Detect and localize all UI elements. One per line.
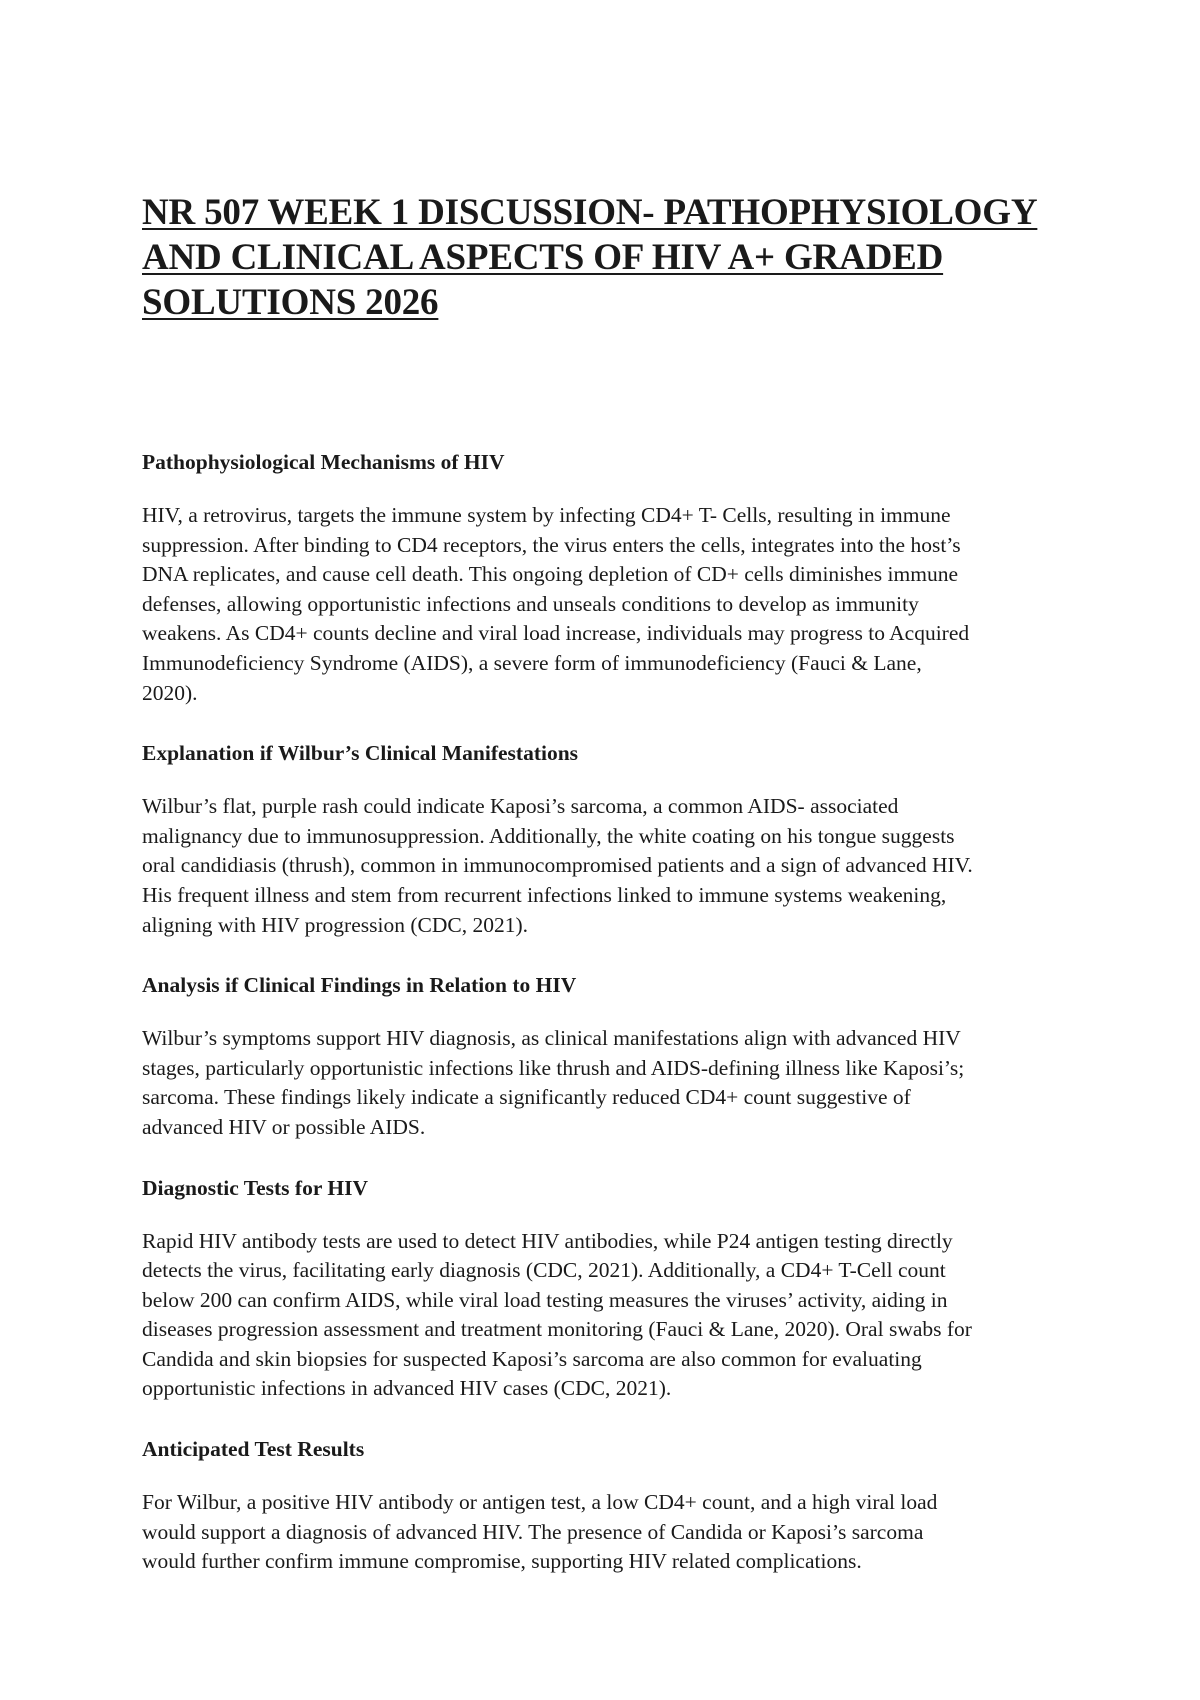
section-diagnostic-tests xyxy=(142,1173,1062,1405)
paragraph-line: aligning with HIV progression (CDC, 2021). xyxy=(142,912,528,937)
title-line: AND CLINICAL ASPECTS OF HIV A+ GRADED xyxy=(142,237,944,278)
paragraph-line: opportunistic infections in advanced HIV cases (CDC, 2021). xyxy=(142,1376,672,1401)
paragraph-line: weakens. As CD4+ counts decline and viral load increase, individuals may progress to Acquired xyxy=(142,621,970,646)
paragraph-line: For Wilbur, a positive HIV antibody or antigen test, a low CD4+ count, and a high viral load xyxy=(142,1490,938,1515)
document-page xyxy=(142,190,1062,1607)
section-clinical-manifestations xyxy=(142,738,1062,940)
paragraph-line: 2020). xyxy=(142,680,198,705)
section-paragraph xyxy=(142,1227,1062,1405)
paragraph-line: stages, particularly opportunistic infections like thrush and AIDS-defining illness like Kaposi’s; xyxy=(142,1055,965,1080)
paragraph-line: Wilbur’s symptoms support HIV diagnosis, as clinical manifestations align with advanced HIV xyxy=(142,1026,961,1051)
paragraph-line: Immunodeficiency Syndrome (AIDS), a severe form of immunodeficiency (Fauci & Lane, xyxy=(142,650,922,675)
section-paragraph xyxy=(142,501,1062,708)
paragraph-line: oral candidiasis (thrush), common in immunocompromised patients and a sign of advanced HIV. xyxy=(142,853,973,878)
paragraph-line: advanced HIV or possible AIDS. xyxy=(142,1114,426,1139)
section-heading: Pathophysiological Mechanisms of HIV xyxy=(142,450,505,474)
section-heading: Analysis if Clinical Findings in Relation to HIV xyxy=(142,973,577,998)
section-anticipated-results xyxy=(142,1434,1062,1577)
section-paragraph xyxy=(142,1488,1062,1577)
section-clinical-findings xyxy=(142,970,1062,1142)
paragraph-line: defenses, allowing opportunistic infections and unseals conditions to develop as immunity xyxy=(142,591,919,616)
paragraph-line: would support a diagnosis of advanced HIV. The presence of Candida or Kaposi’s sarcoma xyxy=(142,1519,924,1544)
document-title xyxy=(142,190,1062,325)
paragraph-line: Rapid HIV antibody tests are used to detect HIV antibodies, while P24 antigen testing directly xyxy=(142,1228,953,1253)
title-line: NR 507 WEEK 1 DISCUSSION- PATHOPHYSIOLOGY xyxy=(142,192,1038,233)
paragraph-line: diseases progression assessment and treatment monitoring (Fauci & Lane, 2020). Oral swabs for xyxy=(142,1317,972,1342)
paragraph-line: detects the virus, facilitating early diagnosis (CDC, 2021). Additionally, a CD4+ T-Cell count xyxy=(142,1258,946,1283)
paragraph-line: His frequent illness and stem from recurrent infections linked to immune systems weakening, xyxy=(142,882,947,907)
section-paragraph xyxy=(142,792,1062,940)
paragraph-line: DNA replicates, and cause cell death. This ongoing depletion of CD+ cells diminishes immune xyxy=(142,562,959,587)
title-line: SOLUTIONS 2026 xyxy=(142,282,439,323)
paragraph-line: Wilbur’s flat, purple rash could indicate Kaposi’s sarcoma, a common AIDS- associated xyxy=(142,794,899,819)
paragraph-line: would further confirm immune compromise, supporting HIV related complications. xyxy=(142,1549,862,1574)
section-heading: Diagnostic Tests for HIV xyxy=(142,1175,368,1200)
section-pathophysiology xyxy=(142,447,1062,708)
section-heading: Anticipated Test Results xyxy=(142,1437,365,1462)
paragraph-line: HIV, a retrovirus, targets the immune system by infecting CD4+ T- Cells, resulting in immune xyxy=(142,503,951,527)
paragraph-line: Candida and skin biopsies for suspected Kaposi’s sarcoma are also common for evaluating xyxy=(142,1346,922,1371)
paragraph-line: sarcoma. These findings likely indicate a significantly reduced CD4+ count suggestive of xyxy=(142,1085,911,1110)
section-heading: Explanation if Wilbur’s Clinical Manifestations xyxy=(142,741,579,766)
paragraph-line: below 200 can confirm AIDS, while viral load testing measures the viruses’ activity, aiding in xyxy=(142,1287,948,1312)
paragraph-line: malignancy due to immunosuppression. Additionally, the white coating on his tongue suggests xyxy=(142,823,955,848)
paragraph-line: suppression. After binding to CD4 receptors, the virus enters the cells, integrates into the host’s xyxy=(142,532,961,557)
document-body xyxy=(142,447,1062,1577)
section-paragraph xyxy=(142,1024,1062,1142)
